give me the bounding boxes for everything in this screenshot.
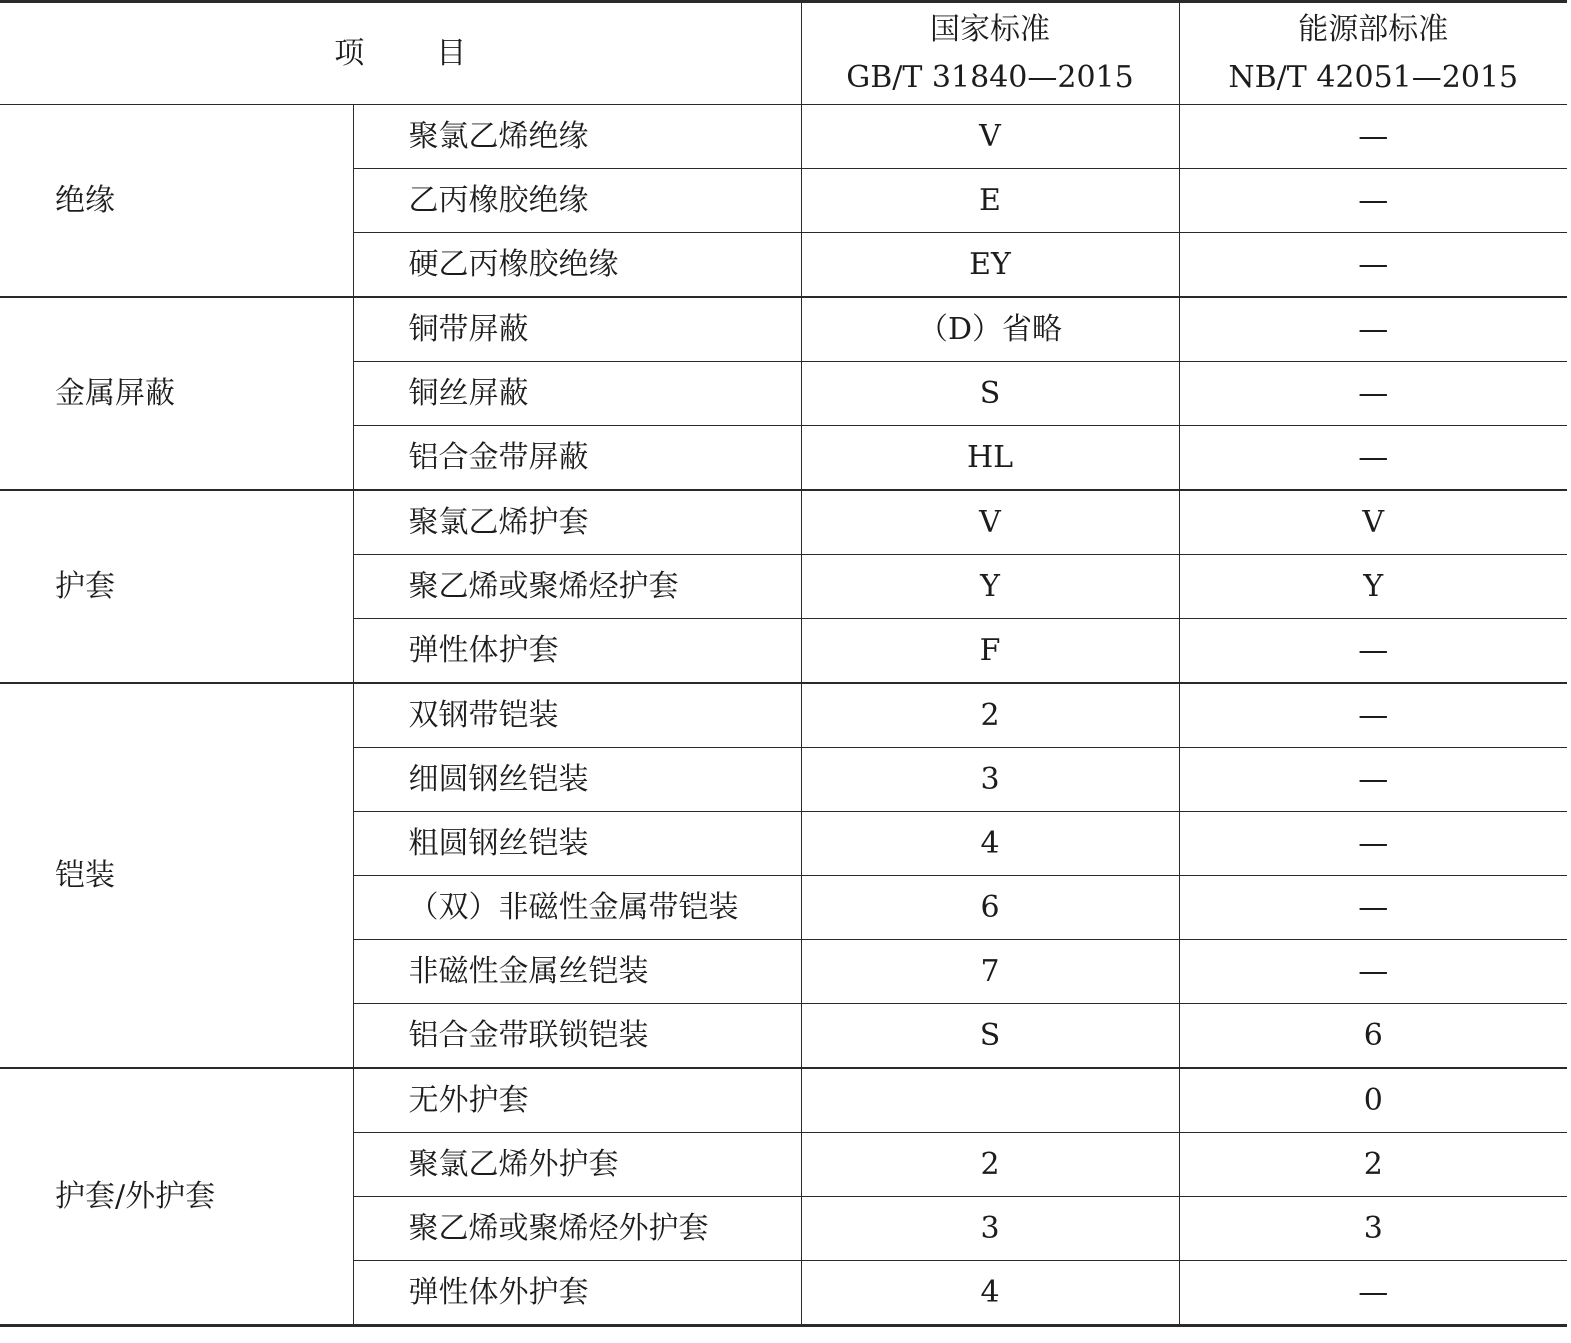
gb-code-cell: EY bbox=[801, 233, 1179, 298]
gb-code-cell: HL bbox=[801, 426, 1179, 491]
gb-code-cell: F bbox=[801, 619, 1179, 684]
item-cell: 粗圆钢丝铠装 bbox=[353, 812, 801, 876]
nb-code-cell: — bbox=[1179, 683, 1567, 748]
table-row bbox=[0, 105, 1567, 169]
nb-code-cell: — bbox=[1179, 426, 1567, 491]
nb-standard-title: 能源部标准 bbox=[1298, 11, 1449, 47]
header-row bbox=[0, 2, 1567, 105]
nb-code-cell: — bbox=[1179, 940, 1567, 1004]
item-cell: 硬乙丙橡胶绝缘 bbox=[353, 233, 801, 298]
nb-code-cell: 0 bbox=[1179, 1068, 1567, 1133]
gb-code-cell: 7 bbox=[801, 940, 1179, 1004]
gb-code-cell: V bbox=[801, 490, 1179, 555]
gb-code-cell: 2 bbox=[801, 683, 1179, 748]
gb-code-cell: 6 bbox=[801, 876, 1179, 940]
item-header-char-2: 目 bbox=[436, 35, 467, 71]
nb-code-cell: — bbox=[1179, 233, 1567, 298]
gb-code-cell: 3 bbox=[801, 1197, 1179, 1261]
nb-standard-code: NB/T 42051—2015 bbox=[1228, 59, 1519, 95]
nb-code-cell: 3 bbox=[1179, 1197, 1567, 1261]
nb-code-cell: — bbox=[1179, 619, 1567, 684]
nb-code-cell: 2 bbox=[1179, 1133, 1567, 1197]
nb-standard-header bbox=[1179, 2, 1567, 105]
item-cell: 弹性体护套 bbox=[353, 619, 801, 684]
gb-code-cell: V bbox=[801, 105, 1179, 169]
gb-standard-code: GB/T 31840—2015 bbox=[846, 59, 1134, 95]
nb-code-cell: — bbox=[1179, 297, 1567, 362]
item-cell: 弹性体外护套 bbox=[353, 1261, 801, 1326]
gb-standard-header bbox=[801, 2, 1179, 105]
nb-code-cell: — bbox=[1179, 105, 1567, 169]
nb-code-cell: 6 bbox=[1179, 1004, 1567, 1069]
nb-code-cell: Y bbox=[1179, 555, 1567, 619]
gb-standard-title: 国家标准 bbox=[930, 11, 1050, 47]
item-cell: 铜带屏蔽 bbox=[353, 297, 801, 362]
gb-code-cell: 4 bbox=[801, 812, 1179, 876]
item-cell: 铝合金带联锁铠装 bbox=[353, 1004, 801, 1069]
nb-code-cell: — bbox=[1179, 748, 1567, 812]
nb-code-cell: — bbox=[1179, 362, 1567, 426]
item-cell: 非磁性金属丝铠装 bbox=[353, 940, 801, 1004]
table-body bbox=[0, 105, 1567, 1326]
gb-code-cell bbox=[801, 1068, 1179, 1133]
category-cell: 铠装 bbox=[0, 683, 353, 1068]
category-cell: 护套 bbox=[0, 490, 353, 683]
category-cell: 金属屏蔽 bbox=[0, 297, 353, 490]
gb-code-cell: S bbox=[801, 362, 1179, 426]
nb-code-cell: — bbox=[1179, 169, 1567, 233]
gb-code-cell: E bbox=[801, 169, 1179, 233]
table-row bbox=[0, 683, 1567, 748]
item-header-char-1: 项 bbox=[334, 35, 365, 71]
gb-code-cell: S bbox=[801, 1004, 1179, 1069]
item-cell: 铜丝屏蔽 bbox=[353, 362, 801, 426]
item-column-header bbox=[0, 2, 801, 105]
table-row bbox=[0, 297, 1567, 362]
gb-code-cell: 4 bbox=[801, 1261, 1179, 1326]
item-cell: 铝合金带屏蔽 bbox=[353, 426, 801, 491]
nb-code-cell: V bbox=[1179, 490, 1567, 555]
table-row bbox=[0, 1068, 1567, 1133]
item-cell: 聚氯乙烯外护套 bbox=[353, 1133, 801, 1197]
item-cell: 无外护套 bbox=[353, 1068, 801, 1133]
nb-code-cell: — bbox=[1179, 812, 1567, 876]
category-cell: 护套/外护套 bbox=[0, 1068, 353, 1326]
item-cell: 聚乙烯或聚烯烃外护套 bbox=[353, 1197, 801, 1261]
gb-code-cell: 2 bbox=[801, 1133, 1179, 1197]
item-cell: 聚氯乙烯绝缘 bbox=[353, 105, 801, 169]
gb-code-cell: 3 bbox=[801, 748, 1179, 812]
table-row bbox=[0, 490, 1567, 555]
gb-code-cell: Y bbox=[801, 555, 1179, 619]
item-cell: （双）非磁性金属带铠装 bbox=[353, 876, 801, 940]
item-cell: 聚氯乙烯护套 bbox=[353, 490, 801, 555]
item-cell: 双钢带铠装 bbox=[353, 683, 801, 748]
category-cell: 绝缘 bbox=[0, 105, 353, 298]
nb-code-cell: — bbox=[1179, 1261, 1567, 1326]
item-cell: 聚乙烯或聚烯烃护套 bbox=[353, 555, 801, 619]
item-cell: 乙丙橡胶绝缘 bbox=[353, 169, 801, 233]
nb-code-cell: — bbox=[1179, 876, 1567, 940]
item-cell: 细圆钢丝铠装 bbox=[353, 748, 801, 812]
gb-code-cell: （D）省略 bbox=[801, 297, 1179, 362]
